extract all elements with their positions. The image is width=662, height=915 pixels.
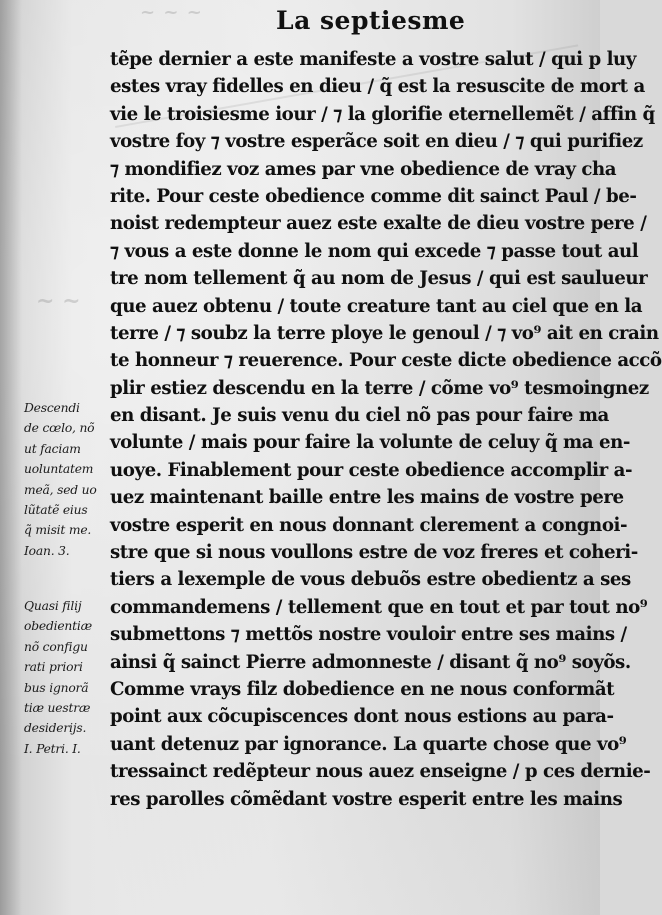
body-line: ⁊ vous a este donne le nom qui excede ⁊ passe tout aul: [110, 240, 639, 262]
body-line: tiers a lexemple de vous debuõs estre obedientz a ses: [110, 569, 631, 591]
main-text-block: [110, 46, 662, 810]
margin-note-line: nõ configu: [24, 639, 88, 654]
margin-note-line: rati priori: [24, 660, 83, 675]
body-line: rite. Pour ceste obedience comme dit sainct Paul / be-: [110, 185, 637, 207]
body-line: uoye. Finablement pour ceste obedience accomplir a-: [110, 459, 633, 481]
body-line: tẽpe dernier a este manifeste a vostre salut / qui p luy: [110, 49, 636, 70]
margin-note-line: obedientiæ: [24, 619, 92, 634]
body-line: point aux cõcupiscences dont nous estions au para-: [110, 706, 614, 728]
margin-note-peter: [24, 596, 108, 759]
body-line: plir estiez descendu en la terre / cõme vo⁹ tesmoingnez: [110, 377, 649, 399]
show-through-mark-top: ~ ~ ~: [140, 2, 203, 23]
body-line: estes vray fidelles en dieu / q̃ est la resuscite de mort a: [110, 76, 645, 98]
margin-note-line: tiæ uestræ: [24, 700, 91, 715]
margin-note-line: de cœlo, nõ: [24, 421, 95, 436]
body-line: en disant. Je suis venu du ciel nõ pas pour faire ma: [110, 405, 609, 427]
margin-note-line: Descendi: [24, 401, 80, 415]
body-line: vie le troisiesme iour / ⁊ la glorifie eternellemẽt / affin q̃: [110, 103, 655, 125]
margin-note-line: desiderijs.: [24, 721, 87, 736]
margin-note-line: lũtatẽ eius: [24, 502, 88, 517]
body-line: uez maintenant baille entre les mains de vostre pere: [110, 487, 624, 509]
body-line: terre / ⁊ soubz la terre ploye le genoul / ⁊ vo⁹ ait en crain: [110, 322, 659, 344]
margin-note-line: Ioan. 3.: [24, 543, 70, 558]
margin-note-line: meã, sed uo: [24, 482, 97, 497]
body-line: stre que si nous voullons estre de voz freres et coheri-: [110, 542, 638, 564]
running-head: La septiesme: [276, 6, 466, 35]
margin-note-line: Quasi filij: [24, 599, 82, 613]
margin-note-line: ut faciam: [24, 441, 81, 456]
margin-note-line: bus ignorã: [24, 680, 89, 695]
body-line: que auez obtenu / toute creature tant au ciel que en la: [110, 295, 643, 317]
body-line: vostre foy ⁊ vostre esperãce soit en dieu / ⁊ qui purifiez: [110, 131, 643, 153]
show-through-mark-middle: ~ ~: [36, 288, 81, 314]
body-line: Comme vrays filz dobedience en ne nous conformãt: [110, 678, 615, 700]
body-line: ⁊ mondifiez voz ames par vne obedience de vray cha: [110, 158, 617, 180]
body-line: res parolles cõmẽdant vostre esperit entre les mains: [110, 788, 623, 810]
margin-note-line: uoluntatem: [24, 462, 94, 477]
margin-note-john: [24, 398, 108, 561]
body-line: tre nom tellement q̃ au nom de Jesus / qui est saulueur: [110, 268, 648, 290]
body-line: vostre esperit en nous donnant clerement a congnoi-: [110, 514, 628, 536]
body-line: uant detenuz par ignorance. La quarte chose que vo⁹: [110, 733, 627, 755]
body-line: tressainct redẽpteur nous auez enseigne / p ces dernie-: [110, 761, 651, 783]
body-line: volunte / mais pour faire la volunte de celuy q̃ ma en-: [110, 432, 630, 454]
body-line: noist redempteur auez este exalte de dieu vostre pere /: [110, 213, 647, 235]
margin-note-line: I. Petri. I.: [24, 741, 81, 756]
body-line: ainsi q̃ sainct Pierre admonneste / disant q̃ no⁹ soyõs.: [110, 651, 631, 673]
binding-shadow: [0, 0, 22, 915]
body-line: submettons ⁊ mettõs nostre vouloir entre ses mains /: [110, 624, 627, 646]
body-line: te honneur ⁊ reuerence. Pour ceste dicte obedience accõ: [110, 350, 662, 372]
body-line: commandemens / tellement que en tout et par tout no⁹: [110, 596, 648, 618]
margin-note-line: q̃ misit me.: [24, 523, 92, 538]
